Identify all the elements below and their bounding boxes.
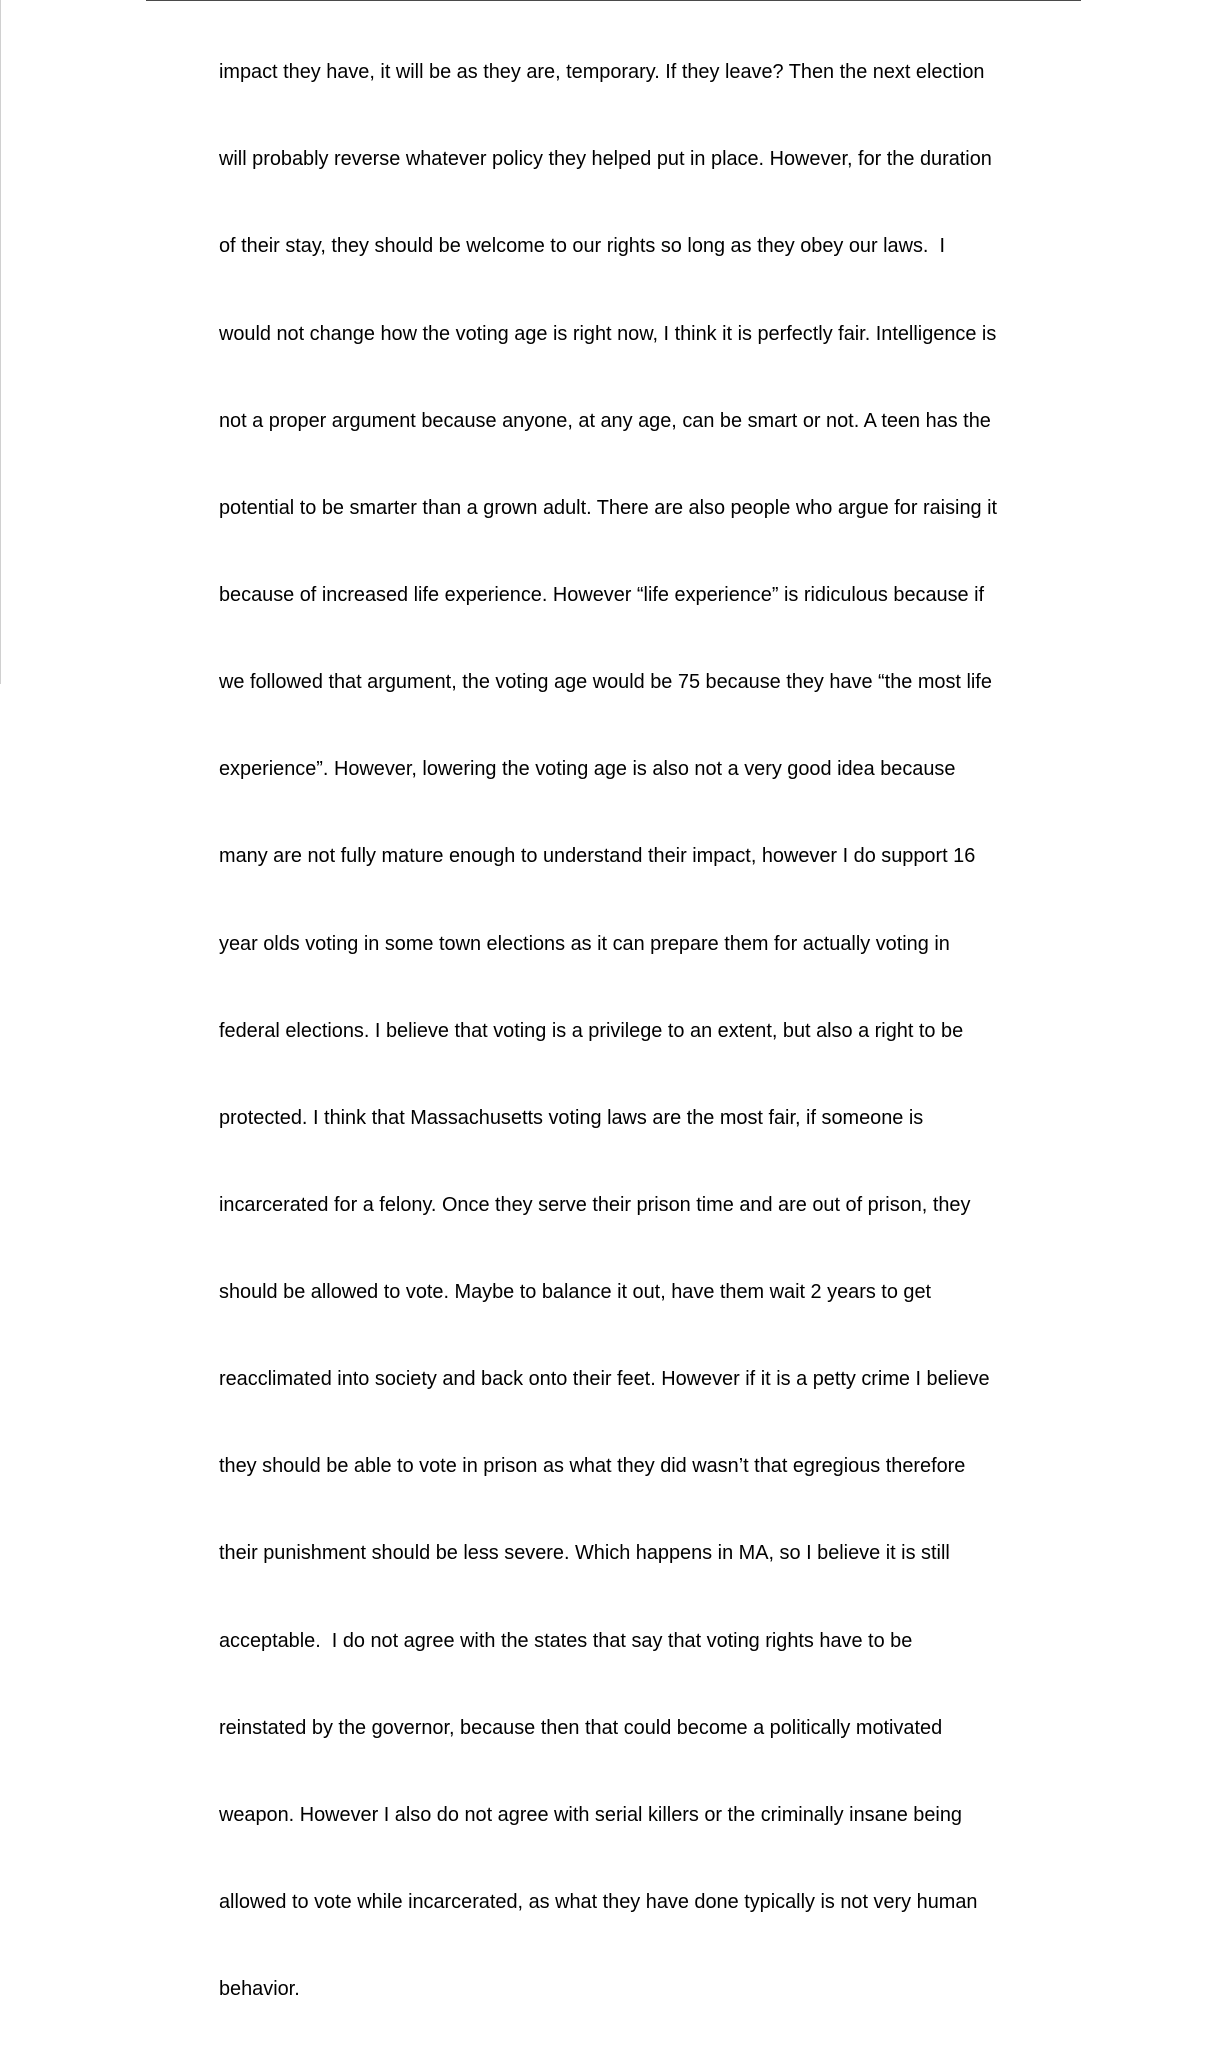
text-line: protected. I think that Massachusetts voting laws are the most fair, if someone is [219,1106,924,1129]
text-line: they should be able to vote in prison as what they did wasn’t that egregious therefore [219,1455,966,1478]
text-line: acceptable. I do not agree with the states that say that voting rights have to be [219,1629,913,1652]
text-line: potential to be smarter than a grown adult. There are also people who argue for raising it [219,496,998,519]
text-line: allowed to vote while incarcerated, as what they have done typically is not very human [219,1891,978,1914]
text-line: many are not fully mature enough to understand their impact, however I do support 16 [219,845,976,868]
text-line: would not change how the voting age is right now, I think it is perfectly fair. Intelligence is [219,322,997,345]
page-top-border [146,0,1081,1]
text-line: year olds voting in some town elections as it can prepare them for actually voting in [219,932,950,955]
text-line: of their stay, they should be welcome to our rights so long as they obey our laws. I [219,235,946,258]
text-line: their punishment should be less severe. Which happens in MA, so I believe it is still [219,1542,950,1565]
text-line: behavior. [219,1978,300,2001]
text-line: reacclimated into society and back onto their feet. However if it is a petty crime I believe [219,1368,990,1391]
text-line: impact they have, it will be as they are, temporary. If they leave? Then the next election [219,61,985,84]
text-line: should be allowed to vote. Maybe to balance it out, have them wait 2 years to get [219,1281,932,1304]
text-line: because of increased life experience. However “life experience” is ridiculous because if [219,583,985,606]
text-line: will probably reverse whatever policy they helped put in place. However, for the duration [219,148,992,171]
document-page[interactable] [1,0,1225,2001]
text-line: incarcerated for a felony. Once they serve their prison time and are out of prison, they [219,1193,971,1216]
document-body-text[interactable] [219,0,1089,2062]
text-line: experience”. However, lowering the voting age is also not a very good idea because [219,758,956,781]
text-line: not a proper argument because anyone, at any age, can be smart or not. A teen has the [219,409,991,432]
text-line: weapon. However I also do not agree with serial killers or the criminally insane being [219,1803,962,1826]
page-left-border [0,0,1,684]
text-line: reinstated by the governor, because then that could become a politically motivated [219,1716,943,1739]
text-line: federal elections. I believe that voting is a privilege to an extent, but also a right to be [219,1019,964,1042]
text-line: we followed that argument, the voting age would be 75 because they have “the most life [219,671,992,694]
